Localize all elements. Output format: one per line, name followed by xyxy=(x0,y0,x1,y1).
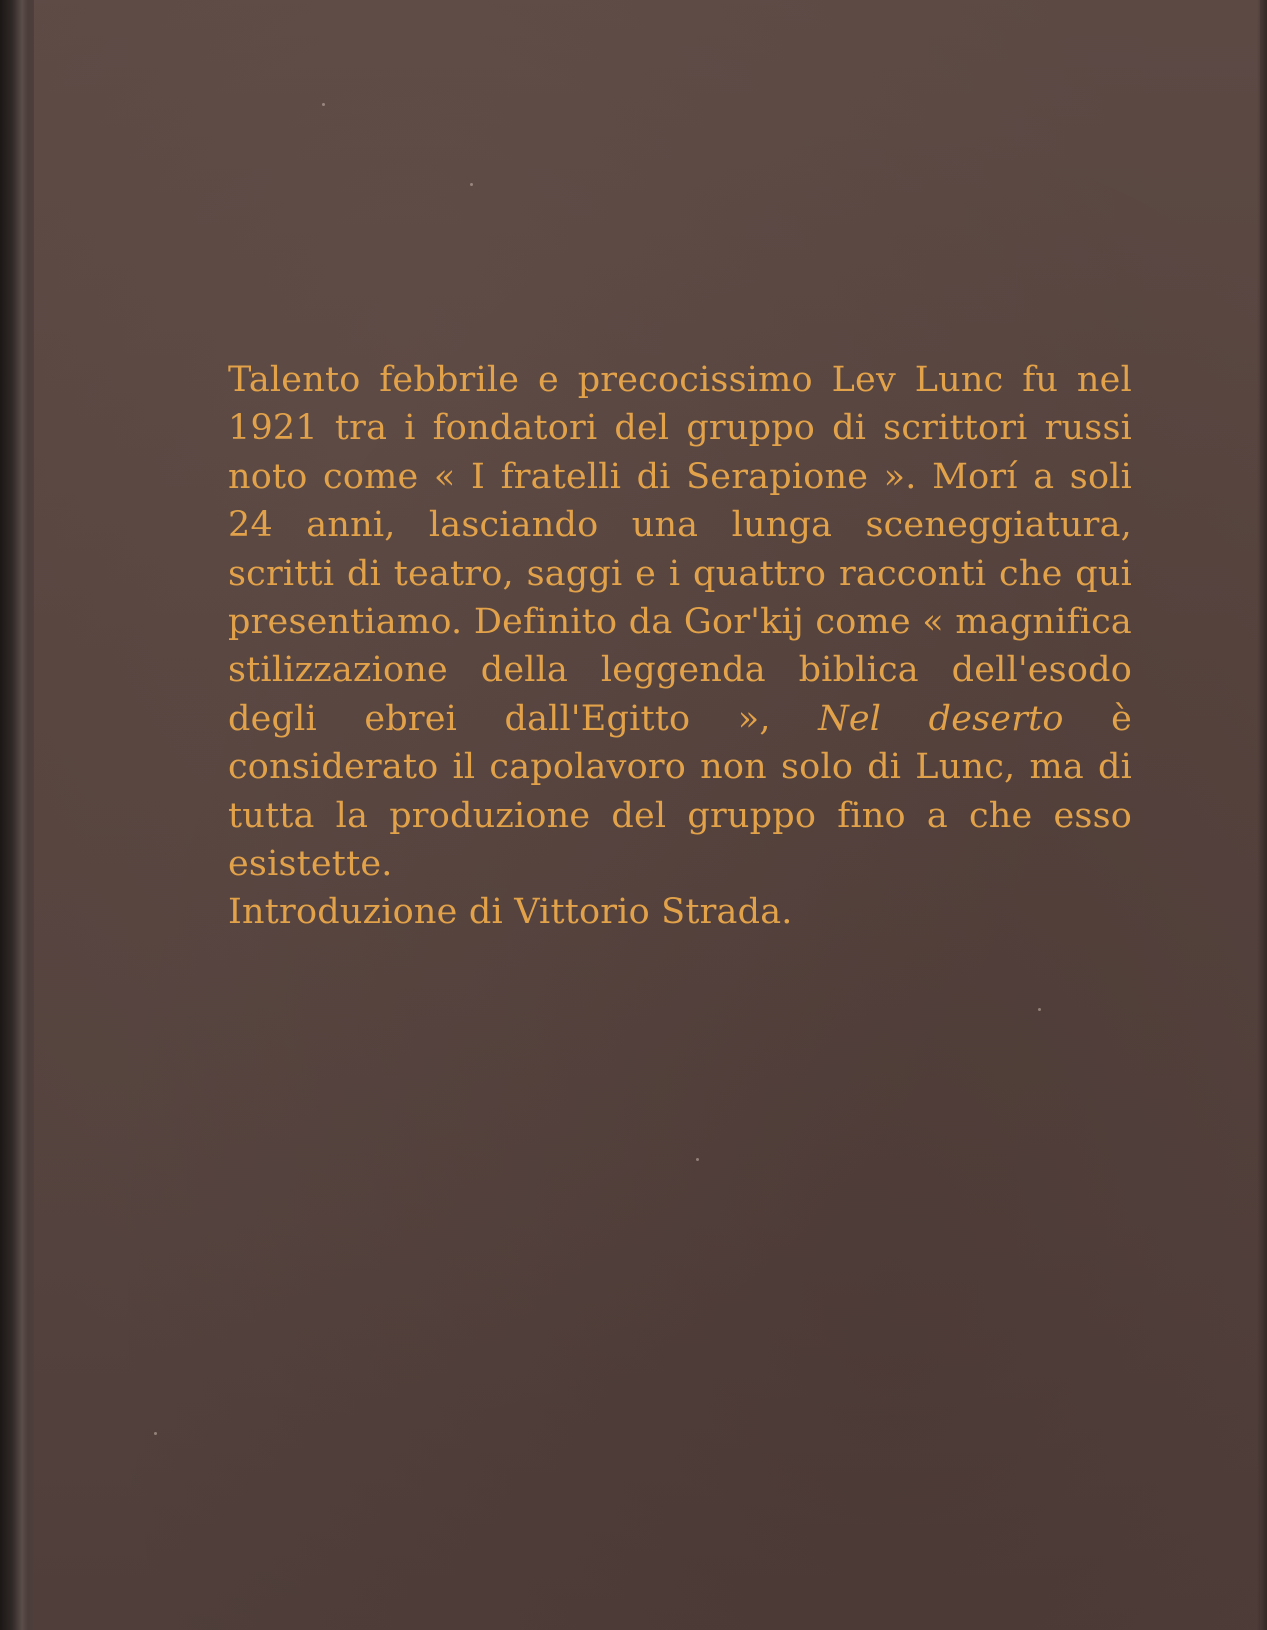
paper-speck xyxy=(154,1432,157,1435)
paper-speck xyxy=(1038,1008,1041,1011)
paper-speck xyxy=(470,183,473,186)
paper-speck xyxy=(696,1158,699,1161)
cover-right-edge-shadow xyxy=(1257,0,1267,1630)
blurb-paragraph xyxy=(228,356,1132,888)
paper-speck xyxy=(322,103,325,106)
introduction-credit: Introduzione di Vittorio Strada. xyxy=(228,892,793,933)
blurb-text-start: Talento febbrile e precocissimo Lev Lunc fu nel 1921 tra i fondatori del gruppo di scrittori russi noto come « I fratelli di Serapione ». Morí a soli 24 anni, lasciando una lunga sceneggiatura, scritti di teatro, saggi e i quattro racconti che qui presentiamo. Definito da Gor'kij come « magnifica stilizzazione della leggenda biblica dell'esodo degli ebrei dall'Egitto », xyxy=(228,360,1132,739)
book-cover-panel xyxy=(34,0,1260,1630)
back-cover-blurb xyxy=(228,356,1132,937)
blurb-text-end: è considerato il capolavoro non solo di Lunc, ma di tutta la produzione del gruppo fino a che esso esistette. xyxy=(228,698,1132,885)
book-title: Nel deserto xyxy=(818,698,1064,739)
